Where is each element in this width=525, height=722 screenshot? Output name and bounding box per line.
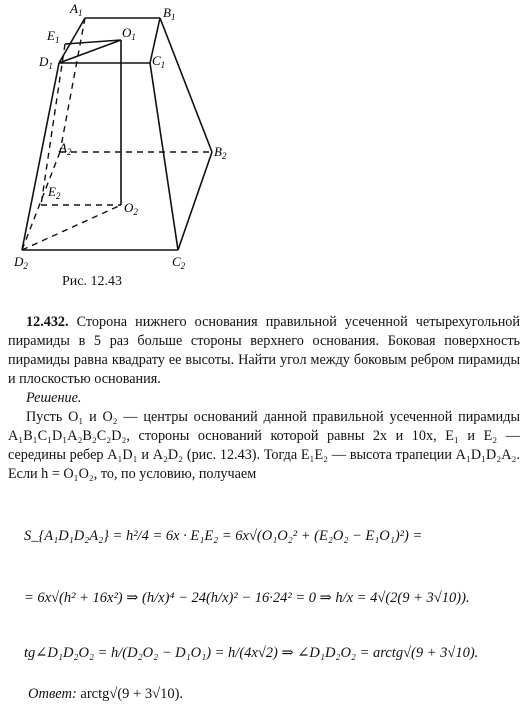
- label-D1: $D_1$: [39, 54, 53, 71]
- edge-D1D2: [22, 63, 59, 250]
- segment-D2O2-hidden: [22, 205, 121, 250]
- edge-C1C2: [150, 63, 178, 250]
- label-D2: $D_2$: [14, 254, 28, 271]
- label-E2: $E_2$: [48, 184, 61, 201]
- solution-body: Пусть O₁ и O₂ — центры оснований данной правильной усеченной пирамиды A₁B₁C₁D₁A₂B₂C₂D₂, стороны оснований которой равны 2x и 10x, E₁ и E₂ — середины ребер A₁D₁ и A₂D₂ (рис. 12.43). Тогда E₁E₂ — высота трапеции A₁D₁D₂A₂. Если h = O₁O₂, то, по условию, получаем: [8, 409, 520, 482]
- label-C2: $C_2$: [172, 254, 186, 271]
- equation-line-2: = 6x√(h² + 16x²) ⇒ (h/x)⁴ − 24(h/x)² − 16·24² = 0 ⇒ h/x = 4√(2(9 + 3√10)).: [24, 590, 470, 606]
- truncated-pyramid-diagram: [0, 0, 525, 300]
- label-A1: $A_1$: [70, 1, 83, 18]
- answer-value: arctg√(9 + 3√10).: [80, 686, 184, 702]
- label-B2: $B_2$: [214, 144, 227, 161]
- equation-line-3: tg∠D₁D₂O₂ = h/(D₂O₂ − D₁O₁) = h/(4x√2) ⇒ ∠D₁D₂O₂ = arctg√(9 + 3√10).: [24, 645, 479, 661]
- problem-statement: [8, 313, 520, 389]
- answer-label: Ответ:: [28, 686, 77, 702]
- problem-number: 12.432.: [26, 314, 69, 330]
- solution-heading: Решение.: [26, 390, 82, 406]
- label-B1: $B_1$: [163, 5, 176, 22]
- label-C1: $C_1$: [152, 53, 166, 70]
- answer-block: [28, 686, 183, 703]
- problem-text-block: [8, 313, 520, 484]
- equation-line-1: S_{A₁D₁D₂A₂} = h²/4 = 6x · E₁E₂ = 6x√(O₁O₂² + (E₂O₂ − E₁O₁)²) =: [24, 528, 423, 544]
- label-E1: $E_1$: [47, 28, 60, 45]
- edge-B1B2: [160, 18, 212, 152]
- label-O1: $O_1$: [122, 25, 136, 42]
- label-O2: $O_2$: [124, 200, 138, 217]
- figure-caption: Рис. 12.43: [62, 274, 122, 289]
- problem-text: Сторона нижнего основания правильной усеченной четырехугольной пирамиды в 5 раз больше стороны верхнего основания. Боковая поверхность пирамиды равна квадрату ее высоты. Найти угол между боковым ребром пирамиды и плоскостью основания.: [8, 314, 520, 387]
- figure-12-43: [0, 0, 525, 300]
- label-A2: $A_2$: [59, 140, 72, 157]
- edge-C2B2: [178, 152, 212, 250]
